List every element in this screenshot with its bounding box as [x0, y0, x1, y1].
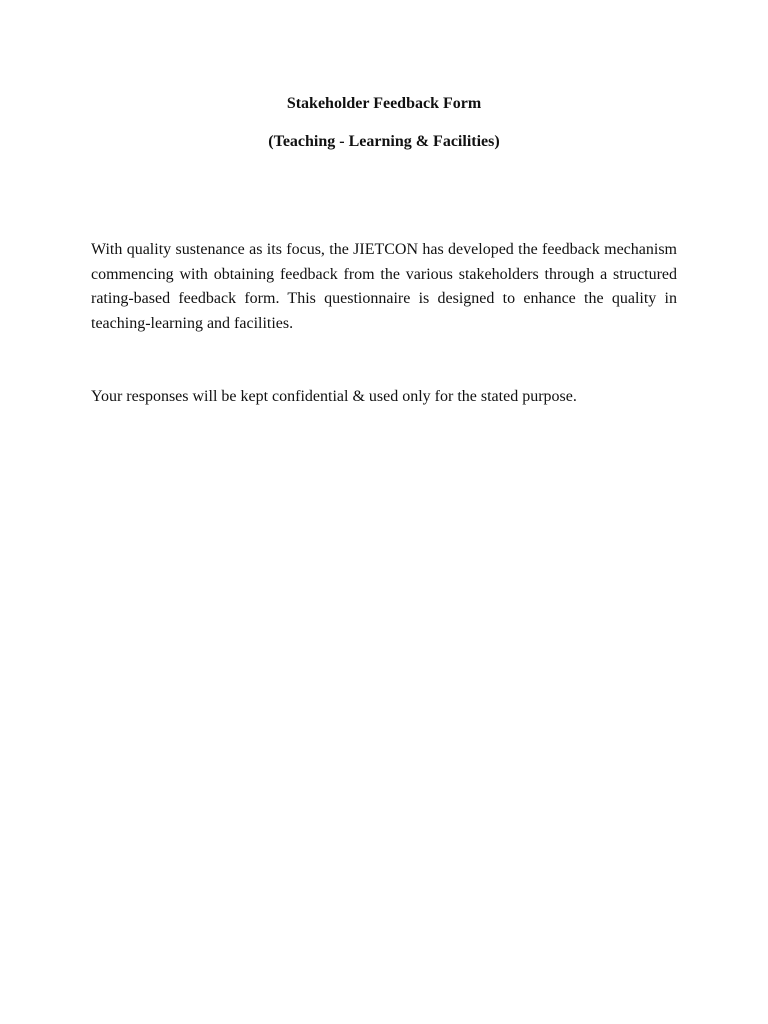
intro-paragraph: With quality sustenance as its focus, the JIETCON has developed the feedback mechanism commencing with obtaining feedback from the various stakeholders through a structured rating-based feedback form. This questionnaire is designed to enhance the quality in teaching-learning and facilities. [91, 241, 677, 332]
document-subtitle: (Teaching - Learning & Facilities) [268, 133, 500, 150]
confidentiality-note: Your responses will be kept confidential & used only for the stated purpose. [91, 388, 577, 405]
document-title: Stakeholder Feedback Form [286, 95, 482, 112]
